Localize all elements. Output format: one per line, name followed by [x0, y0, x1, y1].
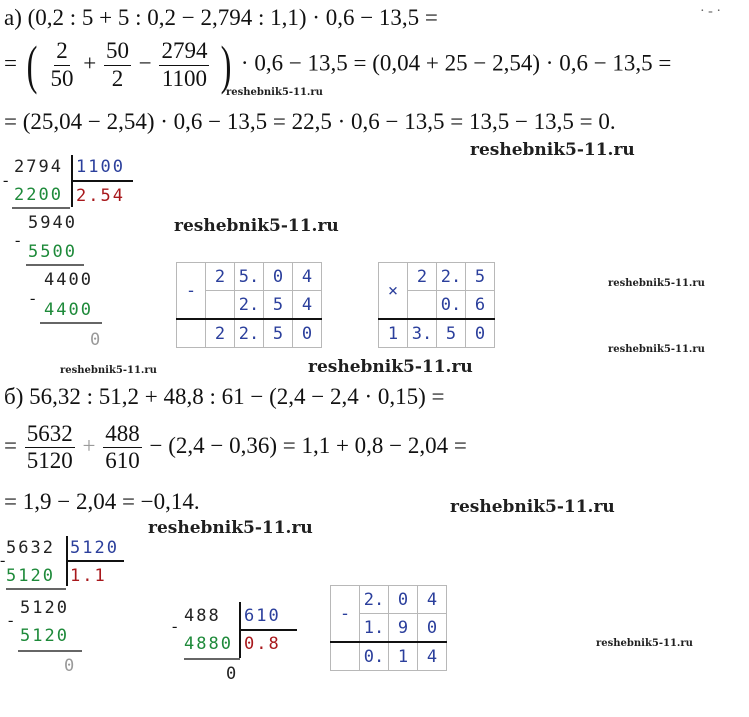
grid-cell: 0: [293, 319, 322, 348]
grid-result-row: [331, 642, 447, 671]
subtrahend: 5120: [6, 566, 55, 586]
minus-sign: −: [138, 50, 152, 76]
grid-cell: 1: [379, 319, 408, 348]
grid-cell: 1: [389, 642, 418, 671]
fraction-denominator: 1100: [161, 65, 208, 91]
watermark: reshebnik5-11.ru: [308, 357, 473, 377]
fraction-numerator: 2: [54, 39, 70, 65]
grid-cell: 2.: [437, 263, 466, 291]
remainder: 5940: [28, 213, 77, 233]
minus-sign: -: [30, 290, 36, 307]
fraction-numerator: 5632: [25, 422, 75, 448]
division-line: [71, 180, 133, 182]
part-b-line2-rest: − (2,4 − 0,36) = 1,1 + 0,8 − 2,04 =: [149, 432, 467, 458]
divisor: 610: [244, 606, 281, 626]
grid-cell: 0.: [360, 642, 389, 671]
fraction-50-2: [104, 39, 131, 90]
plus-sign: +: [83, 50, 97, 76]
underline: [6, 588, 66, 590]
fraction-numerator: 2794: [159, 39, 209, 65]
grid-cell: 5: [264, 319, 293, 348]
equals-sign: =: [4, 432, 17, 458]
underline: [26, 264, 84, 266]
fraction-488-610: [103, 422, 142, 473]
division-line: [239, 629, 297, 631]
grid-cell: 5.: [235, 263, 264, 291]
grid-cell: 2: [408, 263, 437, 291]
operator: -: [177, 263, 206, 320]
grid-cell: 3.: [408, 319, 437, 348]
grid-cell: 5: [264, 291, 293, 320]
division-line: [66, 560, 124, 562]
subtrahend: 5500: [28, 242, 77, 262]
divisor: 5120: [70, 538, 119, 558]
part-b-line3: = 1,9 − 2,04 = −0,14.: [4, 489, 200, 514]
quotient: 0.8: [244, 634, 281, 654]
fraction-5632-5120: [25, 422, 75, 473]
underline: [184, 658, 240, 660]
grid-cell: 2: [206, 263, 235, 291]
fraction-numerator: 488: [103, 422, 142, 448]
part-a-line1: а) (0,2 : 5 + 5 : 0,2 − 2,794 : 1,1) · 0,6 − 13,5 =: [4, 5, 438, 30]
remainder: 5120: [20, 598, 69, 618]
fraction-numerator: 50: [104, 39, 131, 65]
part-b-line2: [4, 422, 467, 473]
minus-sign: -: [15, 232, 21, 249]
subtrahend: 5120: [20, 626, 69, 646]
fraction-denominator: 5120: [26, 448, 73, 474]
underline: [40, 322, 102, 324]
multiplication-grid-a: [378, 262, 495, 348]
grid-row: [177, 263, 322, 291]
subtrahend: 4400: [44, 300, 93, 320]
final-remainder: 0: [90, 330, 103, 350]
fraction-denominator: 610: [105, 448, 140, 474]
grid-cell: 0: [466, 319, 495, 348]
grid-cell: 4: [418, 642, 447, 671]
grid-cell: 0: [389, 586, 418, 614]
underline: [18, 650, 82, 652]
grid-cell: 4: [418, 586, 447, 614]
corner-dots: · - ·: [700, 4, 721, 19]
plus-sign: +: [82, 432, 96, 458]
grid-cell: [408, 291, 437, 320]
grid-cell: 0: [264, 263, 293, 291]
remainder: 4400: [44, 270, 93, 290]
grid-cell: 2.: [235, 291, 264, 320]
grid-row: [331, 586, 447, 614]
minus-sign: -: [0, 552, 6, 569]
watermark: reshebnik5-11.ru: [148, 518, 313, 538]
divisor: 1100: [76, 157, 125, 177]
grid-cell: 9: [389, 614, 418, 643]
grid-cell: 2.: [235, 319, 264, 348]
grid-cell: 4: [293, 263, 322, 291]
grid-cell: 4: [293, 291, 322, 320]
operator: ×: [379, 263, 408, 320]
watermark: reshebnik5-11.ru: [60, 365, 157, 376]
watermark: reshebnik5-11.ru: [174, 216, 339, 236]
subtraction-grid-b: [330, 585, 447, 671]
dividend: 5632: [6, 538, 55, 558]
grid-cell: 5: [466, 263, 495, 291]
grid-cell: 2.: [360, 586, 389, 614]
close-paren: ): [220, 35, 232, 95]
part-a-line2-rest: · 0,6 − 13,5 = (0,04 + 25 − 2,54) · 0,6 − 13,5 =: [240, 50, 672, 76]
quotient: 1.1: [70, 566, 107, 586]
minus-sign: -: [172, 618, 178, 635]
fraction-denominator: 2: [111, 65, 124, 91]
grid-cell: 6: [466, 291, 495, 320]
dividend: 2794: [14, 157, 63, 177]
grid-cell: 0.: [437, 291, 466, 320]
fraction-denominator: 50: [50, 65, 74, 91]
grid-cell: 0: [418, 614, 447, 643]
grid-result-row: [177, 319, 322, 348]
quotient: 2.54: [76, 186, 125, 206]
underline: [12, 207, 70, 209]
fraction-2-50: [48, 39, 75, 90]
watermark: reshebnik5-11.ru: [226, 87, 323, 98]
grid-cell: 5: [437, 319, 466, 348]
grid-cell: [177, 319, 206, 348]
subtrahend: 4880: [184, 634, 233, 654]
subtrahend: 2200: [14, 185, 63, 205]
open-paren: (: [26, 35, 38, 95]
fraction-2794-1100: [159, 39, 209, 90]
grid-cell: [331, 642, 360, 671]
grid-cell: 2: [206, 319, 235, 348]
final-remainder: 0: [226, 664, 239, 684]
watermark: reshebnik5-11.ru: [608, 278, 705, 289]
operator: -: [331, 586, 360, 643]
minus-sign: -: [3, 172, 9, 189]
subtraction-grid-a: [176, 262, 322, 348]
part-b-line1: б) 56,32 : 51,2 + 48,8 : 61 − (2,4 − 2,4 · 0,15) =: [4, 384, 445, 409]
grid-cell: [206, 291, 235, 320]
watermark: reshebnik5-11.ru: [596, 638, 693, 649]
watermark: reshebnik5-11.ru: [608, 344, 705, 355]
minus-sign: -: [8, 612, 14, 629]
equals-sign: =: [4, 50, 17, 76]
watermark: reshebnik5-11.ru: [450, 497, 615, 517]
watermark: reshebnik5-11.ru: [470, 140, 635, 160]
grid-result-row: [379, 319, 495, 348]
part-a-line3: = (25,04 − 2,54) · 0,6 − 13,5 = 22,5 · 0,6 − 13,5 = 13,5 − 13,5 = 0.: [4, 109, 616, 134]
grid-row: [379, 263, 495, 291]
final-remainder: 0: [64, 656, 77, 676]
dividend: 488: [184, 606, 221, 626]
grid-cell: 1.: [360, 614, 389, 643]
